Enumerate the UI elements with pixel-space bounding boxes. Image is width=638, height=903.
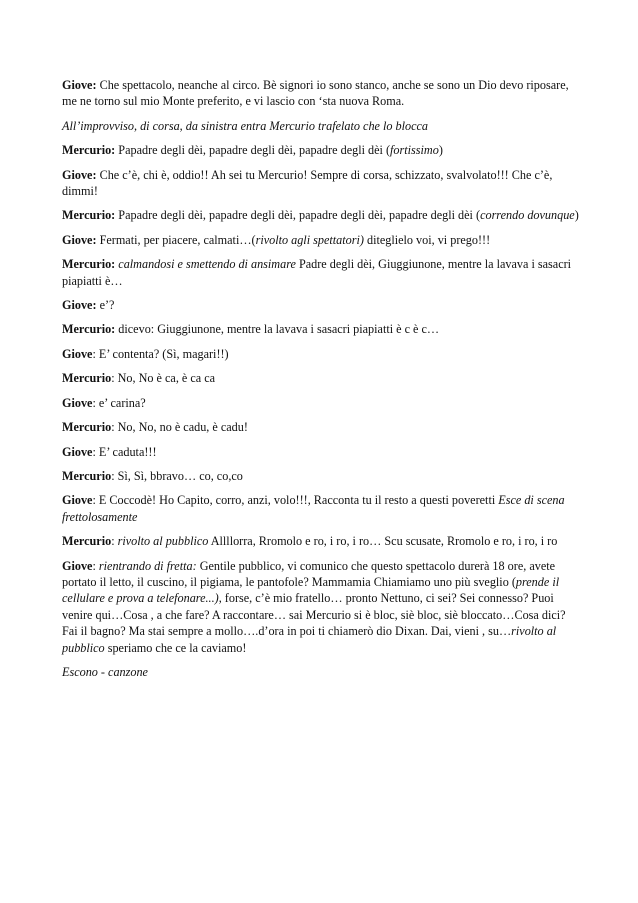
dialogue-text: : No, No, no è cadu, è cadu! (111, 420, 248, 435)
script-paragraph (62, 444, 582, 460)
speaker-name: Giove: (62, 167, 97, 182)
dialogue-text: Papadre degli dèi, papadre degli dèi, papadre degli dèi ( (115, 143, 391, 158)
speaker-name: Giove (62, 444, 93, 459)
dialogue-text: : No, No è ca, è ca ca (111, 371, 216, 386)
script-paragraph (62, 492, 582, 525)
speaker-name: Giove: (62, 78, 97, 92)
speaker-name: Mercurio: (62, 143, 116, 158)
dialogue-text: : (111, 534, 118, 549)
speaker-name: Mercurio (62, 371, 112, 386)
speaker-name: Giove: (62, 232, 97, 247)
stage-direction: rivolto al pubblico (117, 534, 209, 549)
dialogue-text: e’? (96, 298, 115, 313)
script-paragraph (62, 77, 582, 110)
dialogue-text: speriamo che ce la caviamo! (104, 640, 247, 655)
stage-direction: correndo dovunque (480, 208, 575, 223)
script-paragraph (62, 142, 582, 158)
script-paragraph (62, 346, 582, 362)
stage-direction: prende il cellulare e prova a telefonare...) (62, 574, 560, 606)
dialogue-text: : e’ carina? (92, 395, 146, 410)
speaker-name: Giove (62, 558, 93, 573)
speaker-name: Mercurio: (62, 322, 116, 337)
speaker-name: Mercurio (62, 468, 112, 483)
script-page (62, 77, 582, 688)
script-paragraph (62, 256, 582, 289)
script-paragraph (62, 207, 582, 223)
stage-direction: calmandosi e smettendo di ansimare (118, 257, 296, 272)
speaker-name: Mercurio (62, 420, 112, 435)
speaker-name: Mercurio: (62, 208, 116, 223)
stage-direction: rivolto al pubblico (62, 624, 557, 655)
dialogue-text: ) (574, 208, 579, 223)
dialogue-text: diteglielo voi, vi prego!!! (363, 232, 491, 247)
script-paragraph (62, 118, 582, 134)
stage-direction: Esce di scena frettolosamente (62, 493, 565, 524)
script-paragraph (62, 419, 582, 435)
dialogue-text: Padre degli dèi, Giuggiunone, mentre la lavava i sasacri piapiatti è… (62, 257, 572, 288)
dialogue-text: Fermati, per piacere, calmati…( (96, 232, 256, 247)
speaker-name: Giove (62, 493, 93, 508)
script-paragraph (62, 468, 582, 484)
dialogue-text: Che spettacolo, neanche al circo. Bè signori io sono stanco, anche se sono un Dio devo riposare, me ne torno sul mio Monte preferito, e vi lascio con ‘sta nuova Roma. (62, 78, 569, 109)
script-paragraph (62, 558, 582, 656)
dialogue-text: ) (438, 143, 443, 158)
dialogue-text: : Sì, Sì, bbravo… co, co,co (111, 468, 243, 483)
speaker-name: Giove: (62, 298, 97, 313)
script-paragraph (62, 533, 582, 549)
script-paragraph (62, 395, 582, 411)
dialogue-text: dicevo: Giuggiunone, mentre la lavava i sasacri piapiatti è c è c… (115, 322, 440, 337)
stage-direction: fortissimo (390, 143, 439, 158)
stage-direction: All’improvviso, di corsa, da sinistra entra Mercurio trafelato che lo blocca (62, 118, 429, 133)
script-paragraph (62, 664, 582, 680)
dialogue-text: Allllorra, Rromolo e ro, i ro, i ro… Scu scusate, Rromolo e ro, i ro, i ro (208, 534, 558, 549)
dialogue-text: : E Coccodè! Ho Capito, corro, anzi, volo!!!, Racconta tu il resto a questi poveretti (92, 493, 499, 508)
script-paragraph (62, 297, 582, 313)
dialogue-text: : (92, 558, 99, 573)
speaker-name: Giove (62, 395, 93, 410)
dialogue-text: Che c’è, chi è, oddio!! Ah sei tu Mercurio! Sempre di corsa, schizzato, svalvolato!!! Che c’è, dimmi! (62, 167, 553, 199)
dialogue-text: Gentile pubblico, vi comunico che questo spettacolo durerà 18 ore, avete portato il letto, il cuscino, il pigiama, le pantofole? Mammamia Chiamiamo uno più sveglio ( (62, 558, 556, 589)
speaker-name: Mercurio (62, 534, 112, 549)
dialogue-text: Papadre degli dèi, papadre degli dèi, papadre degli dèi, papadre degli dèi ( (115, 208, 481, 223)
speaker-name: Mercurio: (62, 257, 116, 272)
script-paragraph (62, 232, 582, 248)
script-paragraph (62, 370, 582, 386)
dialogue-text: , forse, c’è mio fratello… pronto Nettuno, ci sei? Sei connesso? Puoi venire qui…Cosa , a che fare? A raccontare… sai Mercurio si è bloc, siè bloc, siè bloccato…Cosa dici? Fai il bagno? Ma stai sempre a mollo….d’ora in poi ti chiamerò dio Dixan. Dai, vieni , su… (62, 591, 566, 639)
stage-direction: Escono - canzone (62, 664, 148, 679)
script-paragraph (62, 321, 582, 337)
stage-direction: rientrando di fretta: (98, 558, 197, 573)
speaker-name: Giove (62, 346, 93, 361)
dialogue-text: : E’ caduta!!! (92, 444, 157, 459)
stage-direction: rivolto agli spettatori) (255, 232, 364, 247)
script-paragraph (62, 167, 582, 200)
dialogue-text: : E’ contenta? (Sì, magari!!) (92, 346, 229, 361)
